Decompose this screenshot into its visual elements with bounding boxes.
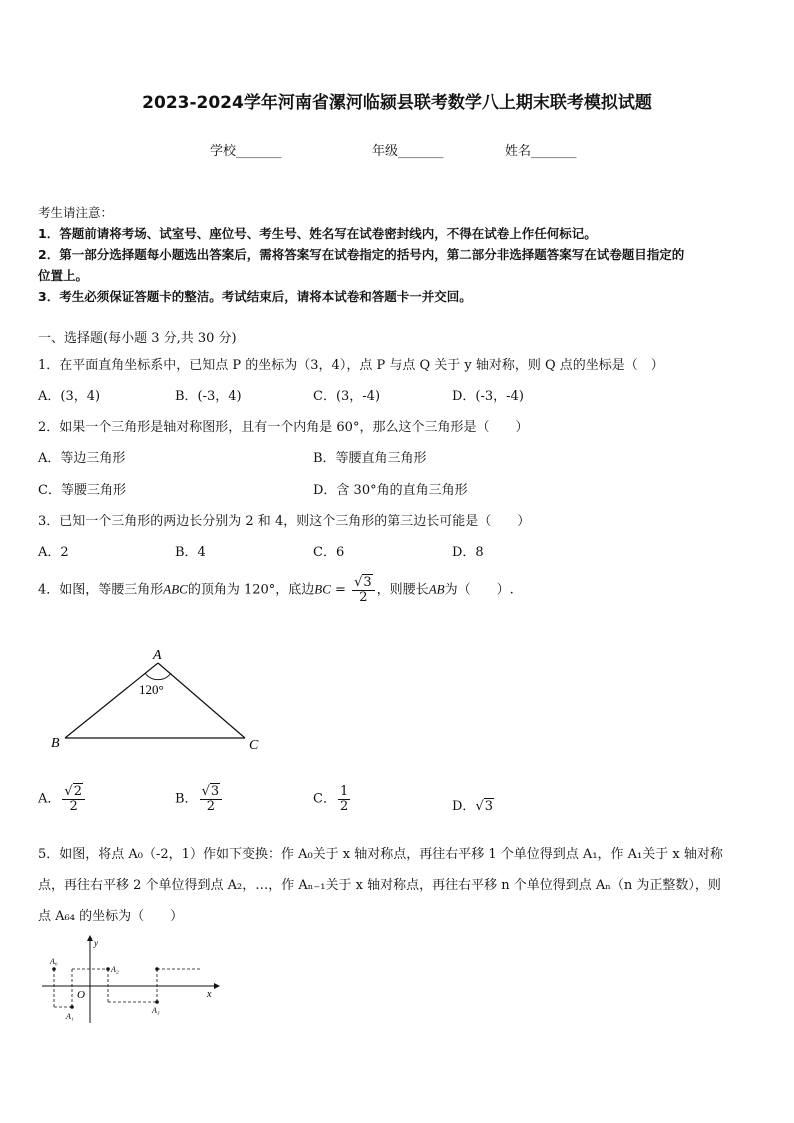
- q1-option-a: A．(3，4): [38, 389, 101, 404]
- point-a2-label: A₂: [111, 965, 119, 974]
- q4-equals: =: [330, 582, 351, 598]
- vertex-c-label: C: [249, 738, 259, 753]
- q4-option-c-den: 2: [339, 798, 349, 814]
- vertex-a-label: A: [153, 648, 162, 663]
- q2-option-a: A．等边三角形: [38, 451, 126, 466]
- q4-triangle-figure: [40, 640, 280, 755]
- q4-stem: [38, 576, 514, 604]
- q4-base-fraction: $\frac{√3}{2}$: [352, 576, 375, 604]
- q4-option-a: A． $\frac{√2}{2}$: [38, 785, 87, 813]
- q5-stem-line-1: 5．如图，将点 A₀（-2，1）作如下变换：作 A₀关于 x 轴对称点，再往右平移 1 个单位得到点 A₁，作 A₁关于 x 轴对称: [38, 847, 723, 862]
- q4-option-b-den: 2: [206, 798, 215, 814]
- q2-option-d: D．含 30°角的直角三角形: [313, 483, 468, 498]
- q5-stem-line-3: 点 A₆₄ 的坐标为（ ）: [38, 909, 184, 924]
- q5-stem-line-2: 点，再往右平移 2 个单位得到点 A₂，…，作 Aₙ₋₁关于 x 轴对称点，再往右平移 n 个单位得到点 Aₙ（n 为正整数），则: [38, 878, 721, 893]
- q4-option-a-label: A．: [38, 791, 61, 807]
- page-title: 2023-2024学年河南省漯河临颍县联考数学八上期末联考模拟试题: [142, 93, 652, 113]
- q4-stem-post: ，则腰长: [376, 582, 429, 598]
- q4-option-b-label: B．: [175, 791, 198, 807]
- q2-option-c: C．等腰三角形: [38, 483, 126, 498]
- q5-coordinate-figure: [40, 935, 225, 1027]
- school-field: 学校_______: [210, 144, 282, 159]
- vertex-b-label: B: [51, 736, 60, 751]
- point-a3-label: A₃: [152, 1006, 160, 1015]
- q1-option-b: B．(-3，4): [175, 389, 242, 404]
- angle-label: 120°: [139, 682, 164, 697]
- point-a0-label: A₀: [50, 957, 58, 966]
- q4-option-d-label: D．: [452, 799, 476, 814]
- q4-option-d: D．√3: [452, 799, 494, 814]
- q4-frac-num: 3: [363, 575, 372, 590]
- q4-option-d-value: 3: [484, 799, 494, 814]
- section-heading: 一、选择题(每小题 3 分,共 30 分): [38, 331, 237, 346]
- q3-option-d: D．8: [452, 545, 484, 560]
- origin-label: O: [77, 989, 85, 1001]
- point-a1-label: A₁: [66, 1012, 74, 1021]
- q1-option-c: C．(3，-4): [313, 389, 381, 404]
- q4-option-a-den: 2: [69, 798, 78, 814]
- q2-option-b: B．等腰直角三角形: [313, 451, 427, 466]
- notice-heading: 考生请注意：: [38, 205, 114, 220]
- q3-option-b: B．4: [175, 545, 206, 560]
- q4-option-c: [313, 785, 352, 813]
- q1-option-d: D．(-3，-4): [452, 389, 524, 404]
- notice-line-2-cont: 位置上。: [38, 268, 89, 283]
- notice-line-3: 3．考生必须保证答题卡的整洁。考试结束后，请将本试卷和答题卡一并交回。: [38, 289, 472, 304]
- q3-option-a: A．2: [38, 545, 69, 560]
- q4-option-c-label: C．: [313, 791, 336, 807]
- q4-stem-mid: 的顶角为 120°，底边: [187, 582, 315, 598]
- q4-leg-name: AB: [428, 581, 445, 597]
- q4-frac-den: 2: [359, 589, 368, 605]
- notice-line-2: 2．第一部分选择题每小题选出答案后，需将答案写在试卷指定的括号内，第二部分非选择题答案写在试卷题目指定的: [38, 247, 685, 262]
- grade-field: 年级_______: [372, 144, 444, 159]
- q4-base-name: BC: [314, 581, 331, 597]
- q4-option-a-num: 2: [73, 784, 82, 799]
- q2-stem: 2．如果一个三角形是轴对称图形，且有一个内角是 60°，那么这个三角形是（ ）: [38, 420, 529, 435]
- x-axis-label: x: [207, 989, 212, 1000]
- q4-stem-end: 为（ ）.: [444, 582, 514, 598]
- q3-stem: 3．已知一个三角形的两边长分别为 2 和 4，则这个三角形的第三边长可能是（ ）: [38, 514, 531, 529]
- q4-option-b-num: 3: [210, 784, 220, 799]
- q4-option-b: B． $\frac{√3}{2}$: [175, 785, 224, 813]
- y-axis-label: y: [94, 938, 98, 948]
- name-field: 姓名_______: [505, 144, 577, 159]
- q4-triangle-name: ABC: [163, 581, 188, 597]
- q3-option-c: C．6: [313, 545, 345, 560]
- q4-stem-pre: 4．如图，等腰三角形: [38, 582, 164, 598]
- q4-option-c-num: 1: [339, 784, 349, 799]
- notice-line-1: 1．答题前请将考场、试室号、座位号、考生号、姓名写在试卷密封线内，不得在试卷上作任何标记。: [38, 226, 597, 241]
- q1-stem: 1．在平面直角坐标系中，已知点 P 的坐标为（3，4），点 P 与点 Q 关于 y 轴对称，则 Q 点的坐标是（ ）: [38, 358, 664, 373]
